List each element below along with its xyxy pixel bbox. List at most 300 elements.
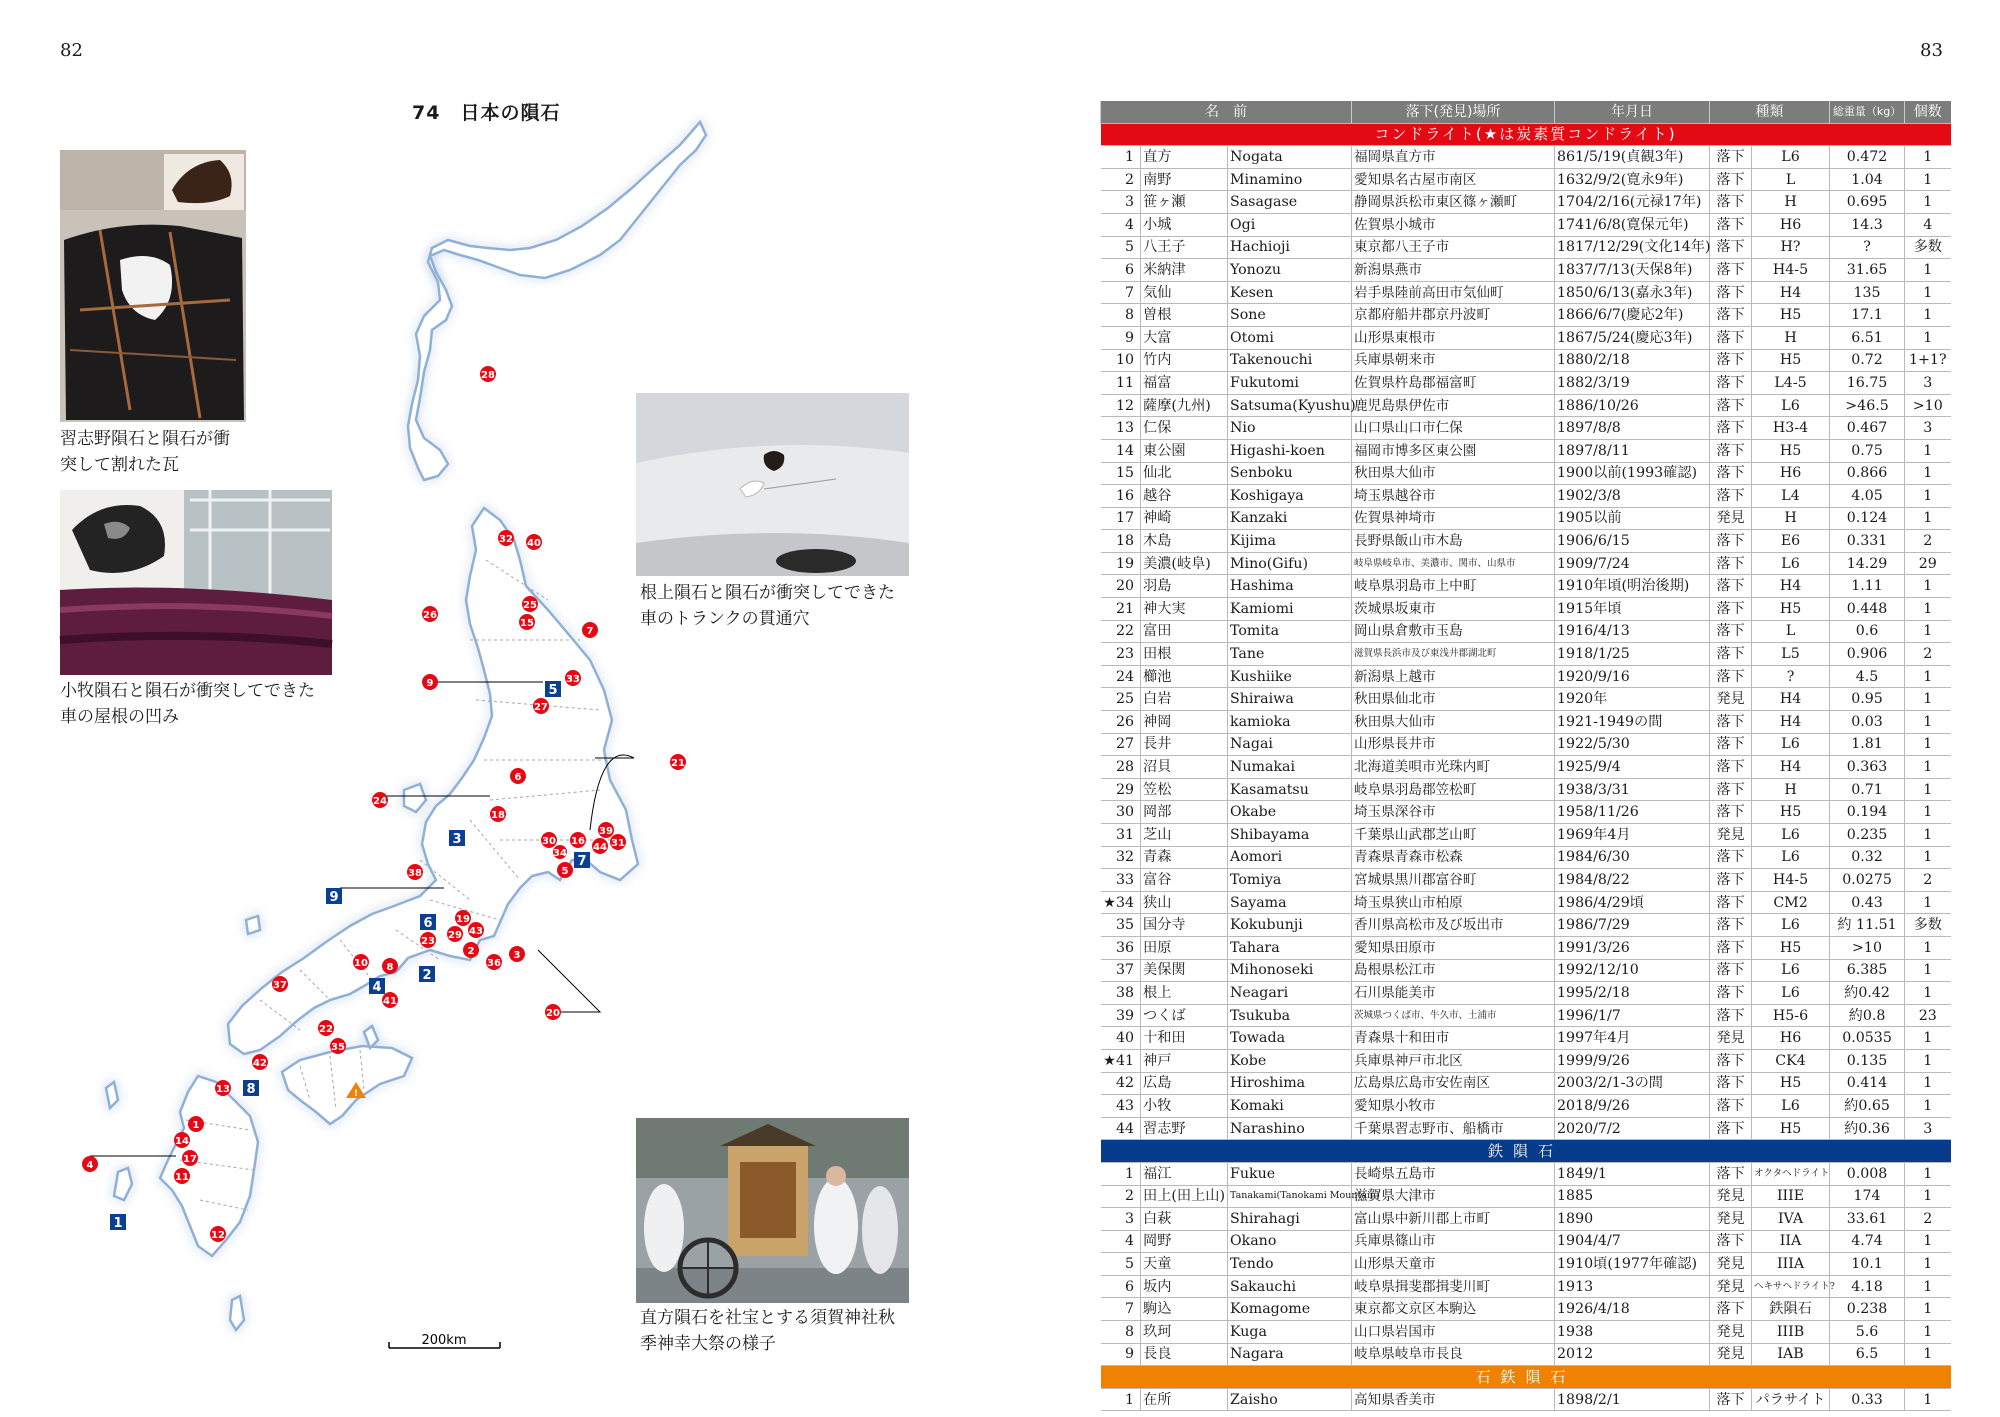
fall-date: 1986/7/29: [1555, 914, 1710, 937]
svg-text:36: 36: [487, 958, 501, 969]
svg-text:4: 4: [372, 980, 382, 995]
row-number: 14: [1101, 439, 1141, 462]
map-marker-41[interactable]: [382, 992, 398, 1008]
svg-text:26: 26: [423, 610, 437, 621]
name-romaji: Nagai: [1228, 733, 1352, 756]
name-romaji: Mino(Gifu): [1228, 552, 1352, 575]
svg-text:35: 35: [331, 1042, 345, 1053]
name-romaji: Kokubunji: [1228, 914, 1352, 937]
classification: H5: [1752, 304, 1830, 327]
fall-date: 1897/8/11: [1555, 439, 1710, 462]
map-marker-4[interactable]: [82, 1156, 98, 1172]
kyushu-shape: [160, 1076, 258, 1256]
fall-place: 京都府船井郡京丹波町: [1352, 304, 1555, 327]
map-marker-37[interactable]: [272, 976, 288, 992]
classification: L4-5: [1752, 372, 1830, 395]
classification: H5: [1752, 1117, 1830, 1140]
svg-text:10: 10: [354, 958, 368, 969]
fall-date: 1837/7/13(天保8年): [1555, 259, 1710, 282]
fall-or-find: 落下: [1710, 304, 1752, 327]
map-marker-24[interactable]: [372, 792, 388, 808]
piece-count: 29: [1905, 552, 1951, 575]
name-romaji: Shirahagi: [1228, 1208, 1352, 1231]
classification: H6: [1752, 213, 1830, 236]
map-marker-44[interactable]: [592, 838, 608, 854]
table-row: [1101, 1388, 1951, 1411]
classification: L6: [1752, 982, 1830, 1005]
name-romaji: Zaisho: [1228, 1388, 1352, 1411]
map-marker-36[interactable]: [486, 954, 502, 970]
piece-count: 2: [1905, 869, 1951, 892]
map-marker-25[interactable]: [522, 596, 538, 612]
fall-or-find: 発見: [1710, 1343, 1752, 1366]
map-marker-iron-7[interactable]: [574, 852, 590, 869]
map-marker-40[interactable]: [526, 534, 542, 550]
fall-place: 佐賀県杵島郡福富町: [1352, 372, 1555, 395]
map-marker-9[interactable]: [422, 674, 438, 690]
classification: 鉄隕石: [1752, 1298, 1830, 1321]
name-romaji: Shibayama: [1228, 824, 1352, 847]
name-romaji: Fukutomi: [1228, 372, 1352, 395]
map-marker-19[interactable]: [455, 910, 471, 926]
map-marker-iron-5[interactable]: [545, 681, 561, 698]
fall-place: 香川県高松市及び坂出市: [1352, 914, 1555, 937]
fall-or-find: 落下: [1710, 439, 1752, 462]
name-romaji: Tsukuba: [1228, 1004, 1352, 1027]
fall-date: 2018/9/26: [1555, 1095, 1710, 1118]
classification: ?: [1752, 665, 1830, 688]
scale-bar: [389, 1333, 500, 1348]
map-marker-8[interactable]: [382, 958, 398, 974]
piece-count: 1: [1905, 665, 1951, 688]
table-row: [1101, 914, 1951, 937]
name-romaji: Shiraiwa: [1228, 688, 1352, 711]
map-marker-13[interactable]: [215, 1080, 231, 1096]
svg-text:38: 38: [408, 868, 422, 879]
caption-neagari-line1: 根上隕石と隕石が衝突してできた: [640, 583, 895, 603]
name-romaji: Kobe: [1228, 1049, 1352, 1072]
table-row: [1101, 665, 1951, 688]
fall-place: 兵庫県篠山市: [1352, 1230, 1555, 1253]
table-row: [1101, 1298, 1951, 1321]
total-weight: 1.11: [1830, 575, 1905, 598]
name-japanese: 芝山: [1141, 824, 1228, 847]
svg-text:31: 31: [611, 838, 625, 849]
total-weight: 4.18: [1830, 1275, 1905, 1298]
row-number: 17: [1101, 507, 1141, 530]
name-romaji: Koshigaya: [1228, 485, 1352, 508]
fall-or-find: 落下: [1710, 1004, 1752, 1027]
map-marker-43[interactable]: [468, 922, 484, 938]
svg-text:7: 7: [586, 626, 594, 637]
piece-count: 1: [1905, 1095, 1951, 1118]
fall-place: 埼玉県越谷市: [1352, 485, 1555, 508]
map-marker-iron-3[interactable]: [449, 830, 465, 847]
total-weight: 0.238: [1830, 1298, 1905, 1321]
map-marker-6[interactable]: [510, 768, 526, 784]
table-row: [1101, 1162, 1951, 1185]
name-japanese: 神戸: [1141, 1049, 1228, 1072]
name-japanese: 福江: [1141, 1162, 1228, 1185]
fall-date: 1995/2/18: [1555, 982, 1710, 1005]
total-weight: 0.75: [1830, 439, 1905, 462]
classification: IAB: [1752, 1343, 1830, 1366]
name-japanese: 越谷: [1141, 485, 1228, 508]
svg-text:3: 3: [513, 950, 521, 961]
map-marker-3[interactable]: [509, 946, 525, 962]
classification: IIA: [1752, 1230, 1830, 1253]
fall-place: 石川県能美市: [1352, 982, 1555, 1005]
fall-or-find: 発見: [1710, 1208, 1752, 1231]
section-title: コンドライト(★は炭素質コンドライト): [1101, 123, 1951, 146]
classification: IVA: [1752, 1208, 1830, 1231]
piece-count: 1: [1905, 326, 1951, 349]
caption-nogata-line1: 直方隕石を社宝とする須賀神社秋: [640, 1308, 895, 1328]
name-japanese: 田上(田上山): [1141, 1185, 1228, 1208]
svg-text:20: 20: [546, 1008, 560, 1019]
map-marker-16[interactable]: [570, 832, 586, 848]
classification: H4: [1752, 711, 1830, 734]
table-row: [1101, 485, 1951, 508]
fall-date: 1958/11/26: [1555, 801, 1710, 824]
fall-place: 福岡市博多区東公園: [1352, 439, 1555, 462]
total-weight: 5.6: [1830, 1321, 1905, 1344]
piece-count: 1: [1905, 598, 1951, 621]
table-row: [1101, 1027, 1951, 1050]
fall-place: 滋賀県大津市: [1352, 1185, 1555, 1208]
classification: パラサイト: [1752, 1388, 1830, 1411]
fall-or-find: 落下: [1710, 530, 1752, 553]
table-row: [1101, 552, 1951, 575]
name-romaji: Komaki: [1228, 1095, 1352, 1118]
fall-or-find: 発見: [1710, 1321, 1752, 1344]
fall-date: 1880/2/18: [1555, 349, 1710, 372]
row-number: 38: [1101, 982, 1141, 1005]
classification: L6: [1752, 824, 1830, 847]
fall-place: 広島県広島市安佐南区: [1352, 1072, 1555, 1095]
total-weight: 0.71: [1830, 778, 1905, 801]
name-japanese: 美濃(岐阜): [1141, 552, 1228, 575]
svg-text:2: 2: [467, 946, 475, 957]
map-marker-20[interactable]: [545, 1004, 561, 1020]
header-count: 個数: [1905, 101, 1951, 123]
fall-date: 1915年頃: [1555, 598, 1710, 621]
table-row: [1101, 891, 1951, 914]
row-number: 27: [1101, 733, 1141, 756]
row-number: 31: [1101, 824, 1141, 847]
fall-place: 青森県青森市松森: [1352, 846, 1555, 869]
fall-place: 新潟県燕市: [1352, 259, 1555, 282]
fall-or-find: 落下: [1710, 891, 1752, 914]
row-number: 1: [1101, 1162, 1141, 1185]
map-marker-39[interactable]: [598, 822, 614, 838]
table-row: [1101, 530, 1951, 553]
fall-place: 岡山県倉敷市玉島: [1352, 620, 1555, 643]
map-marker-18[interactable]: [490, 806, 506, 822]
table-row: [1101, 236, 1951, 259]
svg-text:23: 23: [421, 936, 435, 947]
map-marker-26[interactable]: [422, 606, 438, 622]
svg-text:25: 25: [523, 600, 537, 611]
map-marker-iron-9[interactable]: [326, 888, 342, 905]
map-marker-33[interactable]: [565, 670, 581, 686]
map-marker-iron-2[interactable]: [419, 966, 435, 983]
row-number: ★41: [1101, 1049, 1141, 1072]
row-number: 7: [1101, 281, 1141, 304]
map-marker-1[interactable]: [188, 1116, 204, 1132]
table-row: [1101, 733, 1951, 756]
total-weight: 6.51: [1830, 326, 1905, 349]
piece-count: 1: [1905, 281, 1951, 304]
map-marker-35[interactable]: [330, 1038, 346, 1054]
name-romaji: Neagari: [1228, 982, 1352, 1005]
name-japanese: 国分寺: [1141, 914, 1228, 937]
name-japanese: 習志野: [1141, 1117, 1228, 1140]
fall-or-find: 落下: [1710, 733, 1752, 756]
total-weight: 0.866: [1830, 462, 1905, 485]
piece-count: 2: [1905, 1208, 1951, 1231]
fall-date: 1991/3/26: [1555, 936, 1710, 959]
map-marker-17[interactable]: [182, 1150, 198, 1166]
classification: L6: [1752, 846, 1830, 869]
table-header-row: [1101, 101, 1951, 123]
map-marker-iron-6[interactable]: [420, 914, 436, 931]
name-japanese: 八王子: [1141, 236, 1228, 259]
table-row: [1101, 1321, 1951, 1344]
total-weight: 6.385: [1830, 959, 1905, 982]
name-romaji: Ogi: [1228, 213, 1352, 236]
map-marker-iron-1[interactable]: [110, 1214, 126, 1231]
fall-or-find: 落下: [1710, 982, 1752, 1005]
name-japanese: 笠松: [1141, 778, 1228, 801]
fall-date: 1900以前(1993確認): [1555, 462, 1710, 485]
total-weight: 0.194: [1830, 801, 1905, 824]
table-row: [1101, 1072, 1951, 1095]
svg-text:28: 28: [481, 370, 495, 381]
classification: L5: [1752, 643, 1830, 666]
total-weight: 0.472: [1830, 146, 1905, 169]
fall-or-find: 落下: [1710, 914, 1752, 937]
fall-date: 1969年4月: [1555, 824, 1710, 847]
fall-place: 埼玉県深谷市: [1352, 801, 1555, 824]
map-marker-42[interactable]: [252, 1054, 268, 1070]
name-japanese: 玖珂: [1141, 1321, 1228, 1344]
fall-date: 1910頃(1977年確認): [1555, 1253, 1710, 1276]
map-marker-14[interactable]: [174, 1132, 190, 1148]
map-marker-34[interactable]: [553, 845, 567, 859]
map-marker-28[interactable]: [480, 366, 496, 382]
classification: H5: [1752, 439, 1830, 462]
table-row: [1101, 1095, 1951, 1118]
name-japanese: 田原: [1141, 936, 1228, 959]
section-title: 鉄隕石: [1101, 1140, 1951, 1163]
fall-or-find: 落下: [1710, 394, 1752, 417]
svg-text:8: 8: [386, 962, 394, 973]
classification: H4: [1752, 281, 1830, 304]
row-number: 16: [1101, 485, 1141, 508]
classification: H4: [1752, 756, 1830, 779]
name-romaji: Sayama: [1228, 891, 1352, 914]
total-weight: 約0.36: [1830, 1117, 1905, 1140]
row-number: ★34: [1101, 891, 1141, 914]
classification: L6: [1752, 146, 1830, 169]
table-row: [1101, 394, 1951, 417]
map-marker-29[interactable]: [447, 926, 463, 942]
table-row: [1101, 1004, 1951, 1027]
total-weight: 10.1: [1830, 1253, 1905, 1276]
map-marker-38[interactable]: [407, 864, 423, 880]
total-weight: 0.0535: [1830, 1027, 1905, 1050]
fall-place: 鹿児島県伊佐市: [1352, 394, 1555, 417]
row-number: 2: [1101, 1185, 1141, 1208]
map-marker-31[interactable]: [610, 834, 626, 850]
total-weight: 0.906: [1830, 643, 1905, 666]
map-marker-21[interactable]: [670, 754, 686, 770]
fall-place: 福岡県直方市: [1352, 146, 1555, 169]
piece-count: 1: [1905, 891, 1951, 914]
fall-place: 愛知県小牧市: [1352, 1095, 1555, 1118]
goto-islands-shape: [114, 1168, 132, 1200]
svg-text:40: 40: [527, 538, 541, 549]
row-number: 25: [1101, 688, 1141, 711]
map-marker-15[interactable]: [519, 614, 535, 630]
svg-text:12: 12: [211, 1230, 225, 1241]
fall-or-find: 落下: [1710, 801, 1752, 824]
piece-count: 1: [1905, 1275, 1951, 1298]
name-romaji: Kesen: [1228, 281, 1352, 304]
fall-or-find: 落下: [1710, 1095, 1752, 1118]
piece-count: 多数: [1905, 914, 1951, 937]
name-romaji: Okano: [1228, 1230, 1352, 1253]
map-marker-30[interactable]: [541, 832, 557, 848]
svg-text:8: 8: [246, 1082, 256, 1097]
name-romaji: kamioka: [1228, 711, 1352, 734]
name-japanese: 直方: [1141, 146, 1228, 169]
total-weight: >10: [1830, 936, 1905, 959]
fall-or-find: 落下: [1710, 259, 1752, 282]
name-japanese: つくば: [1141, 1004, 1228, 1027]
map-marker-32[interactable]: [498, 530, 514, 546]
map-marker-11[interactable]: [174, 1168, 190, 1184]
name-romaji: Tomita: [1228, 620, 1352, 643]
map-marker-12[interactable]: [210, 1226, 226, 1242]
name-japanese: 白岩: [1141, 688, 1228, 711]
piece-count: 1: [1905, 733, 1951, 756]
name-romaji: Otomi: [1228, 326, 1352, 349]
piece-count: 2: [1905, 530, 1951, 553]
total-weight: 約 11.51: [1830, 914, 1905, 937]
row-number: 18: [1101, 530, 1141, 553]
piece-count: 1: [1905, 688, 1951, 711]
map-marker-22[interactable]: [318, 1020, 334, 1036]
table-row: [1101, 417, 1951, 440]
map-marker-2[interactable]: [463, 942, 479, 958]
row-number: 11: [1101, 372, 1141, 395]
map-marker-27[interactable]: [533, 698, 549, 714]
classification: H4-5: [1752, 259, 1830, 282]
fall-or-find: 落下: [1710, 326, 1752, 349]
name-romaji: Mihonoseki: [1228, 959, 1352, 982]
fall-or-find: 落下: [1710, 1230, 1752, 1253]
classification: IIIA: [1752, 1253, 1830, 1276]
piece-count: 2: [1905, 643, 1951, 666]
row-number: 24: [1101, 665, 1141, 688]
row-number: 1: [1101, 1388, 1141, 1411]
scale-label: 200km: [421, 1333, 467, 1348]
map-marker-iron-4[interactable]: [369, 978, 385, 995]
classification: L6: [1752, 914, 1830, 937]
svg-text:33: 33: [566, 674, 580, 685]
tanegashima-shape: [230, 1296, 244, 1330]
fall-date: 1890: [1555, 1208, 1710, 1231]
map-marker-23[interactable]: [420, 932, 436, 948]
map-marker-iron-8[interactable]: [243, 1080, 259, 1097]
fall-date: 1997年4月: [1555, 1027, 1710, 1050]
table-row: [1101, 1185, 1951, 1208]
map-marker-5[interactable]: [557, 862, 573, 878]
table-row: [1101, 801, 1951, 824]
table-row: [1101, 778, 1951, 801]
name-romaji: Hachioji: [1228, 236, 1352, 259]
row-number: 23: [1101, 643, 1141, 666]
piece-count: 3: [1905, 417, 1951, 440]
row-number: 6: [1101, 259, 1141, 282]
name-japanese: 天童: [1141, 1253, 1228, 1276]
fall-place: 茨城県坂東市: [1352, 598, 1555, 621]
total-weight: 0.72: [1830, 349, 1905, 372]
table-row: [1101, 507, 1951, 530]
total-weight: 0.448: [1830, 598, 1905, 621]
fall-place: 愛知県名古屋市南区: [1352, 168, 1555, 191]
svg-text:14: 14: [175, 1136, 189, 1147]
fall-or-find: 落下: [1710, 281, 1752, 304]
total-weight: 4.05: [1830, 485, 1905, 508]
fall-or-find: 落下: [1710, 756, 1752, 779]
map-marker-10[interactable]: [353, 954, 369, 970]
row-number: 22: [1101, 620, 1141, 643]
name-japanese: 根上: [1141, 982, 1228, 1005]
fall-date: 2012: [1555, 1343, 1710, 1366]
fall-place: 長野県飯山市木島: [1352, 530, 1555, 553]
table-row: [1101, 688, 1951, 711]
fall-date: 1921-1949の間: [1555, 711, 1710, 734]
total-weight: 0.03: [1830, 711, 1905, 734]
table-row: [1101, 869, 1951, 892]
svg-text:1: 1: [113, 1216, 123, 1231]
table-row: [1101, 304, 1951, 327]
table-row: [1101, 372, 1951, 395]
fall-or-find: 発見: [1710, 507, 1752, 530]
name-japanese: 南野: [1141, 168, 1228, 191]
classification: L4: [1752, 485, 1830, 508]
caption-komaki-line2: 車の屋根の凹み: [60, 707, 179, 727]
svg-text:22: 22: [319, 1024, 333, 1035]
svg-text:15: 15: [520, 618, 534, 629]
row-number: 44: [1101, 1117, 1141, 1140]
classification: H?: [1752, 236, 1830, 259]
piece-count: 1: [1905, 462, 1951, 485]
fall-date: 1984/6/30: [1555, 846, 1710, 869]
fall-place: 宮城県黒川郡富谷町: [1352, 869, 1555, 892]
fall-or-find: 落下: [1710, 1072, 1752, 1095]
name-romaji: Okabe: [1228, 801, 1352, 824]
fall-place: 岐阜県揖斐郡揖斐川町: [1352, 1275, 1555, 1298]
classification: E6: [1752, 530, 1830, 553]
fall-or-find: 落下: [1710, 598, 1752, 621]
table-row: [1101, 191, 1951, 214]
total-weight: 14.29: [1830, 552, 1905, 575]
map-marker-7[interactable]: [582, 622, 598, 638]
